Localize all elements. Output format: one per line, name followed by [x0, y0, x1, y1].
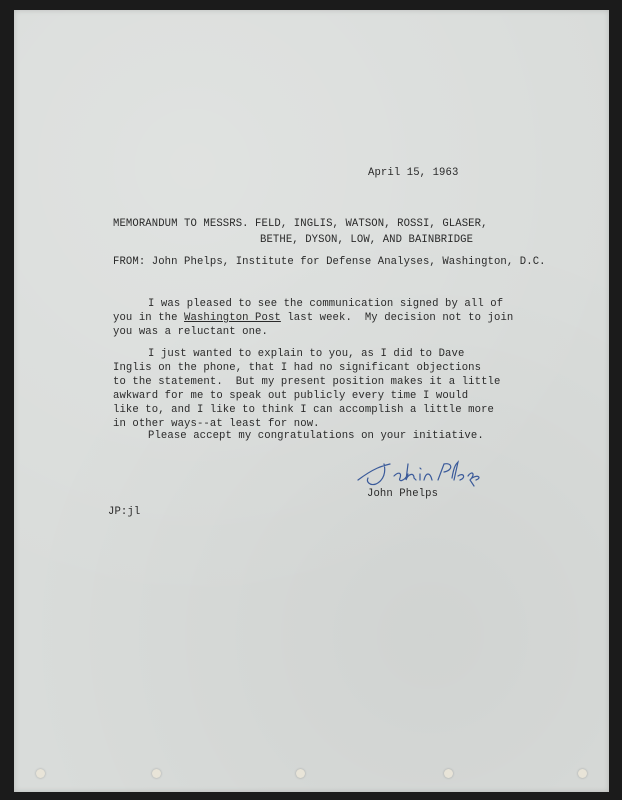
punch-hole	[578, 769, 587, 778]
para1-line2-start: you in the	[113, 312, 185, 324]
handwritten-signature	[354, 458, 484, 488]
from-line: FROM: John Phelps, Institute for Defense Analyses, Washington, D.C.	[113, 256, 546, 268]
punch-hole	[444, 769, 453, 778]
newspaper-title: Washington Post	[184, 312, 281, 324]
para2-line4: awkward for me to speak out publicly every time I would	[113, 390, 469, 402]
para1-line1: I was pleased to see the communication signed by all of	[148, 298, 504, 310]
typist-initials: JP:jl	[108, 506, 141, 518]
para2-line6: in other ways--at least for now.	[113, 418, 320, 430]
letter-date: April 15, 1963	[368, 167, 459, 179]
para1-line2-end: last week. My decision not to join	[280, 312, 514, 324]
para2-line2: Inglis on the phone, that I had no significant objections	[113, 362, 482, 374]
punch-hole	[296, 769, 305, 778]
para3: Please accept my congratulations on your initiative.	[148, 430, 484, 442]
punch-hole	[152, 769, 161, 778]
punch-hole	[36, 769, 45, 778]
letter-page	[14, 10, 609, 792]
para2-line1: I just wanted to explain to you, as I did to Dave	[148, 348, 465, 360]
memo-recipients-line-2: BETHE, DYSON, LOW, AND BAINBRIDGE	[260, 234, 474, 246]
para2-line5: like to, and I like to think I can accomplish a little more	[113, 404, 494, 416]
para2-line3: to the statement. But my present position makes it a little	[113, 376, 501, 388]
signature-typed-name: John Phelps	[367, 488, 439, 500]
para1-line2	[113, 312, 513, 324]
memo-recipients-line-1: MEMORANDUM TO MESSRS. FELD, INGLIS, WATSON, ROSSI, GLASER,	[113, 218, 488, 230]
para1-line3: you was a reluctant one.	[113, 326, 268, 338]
